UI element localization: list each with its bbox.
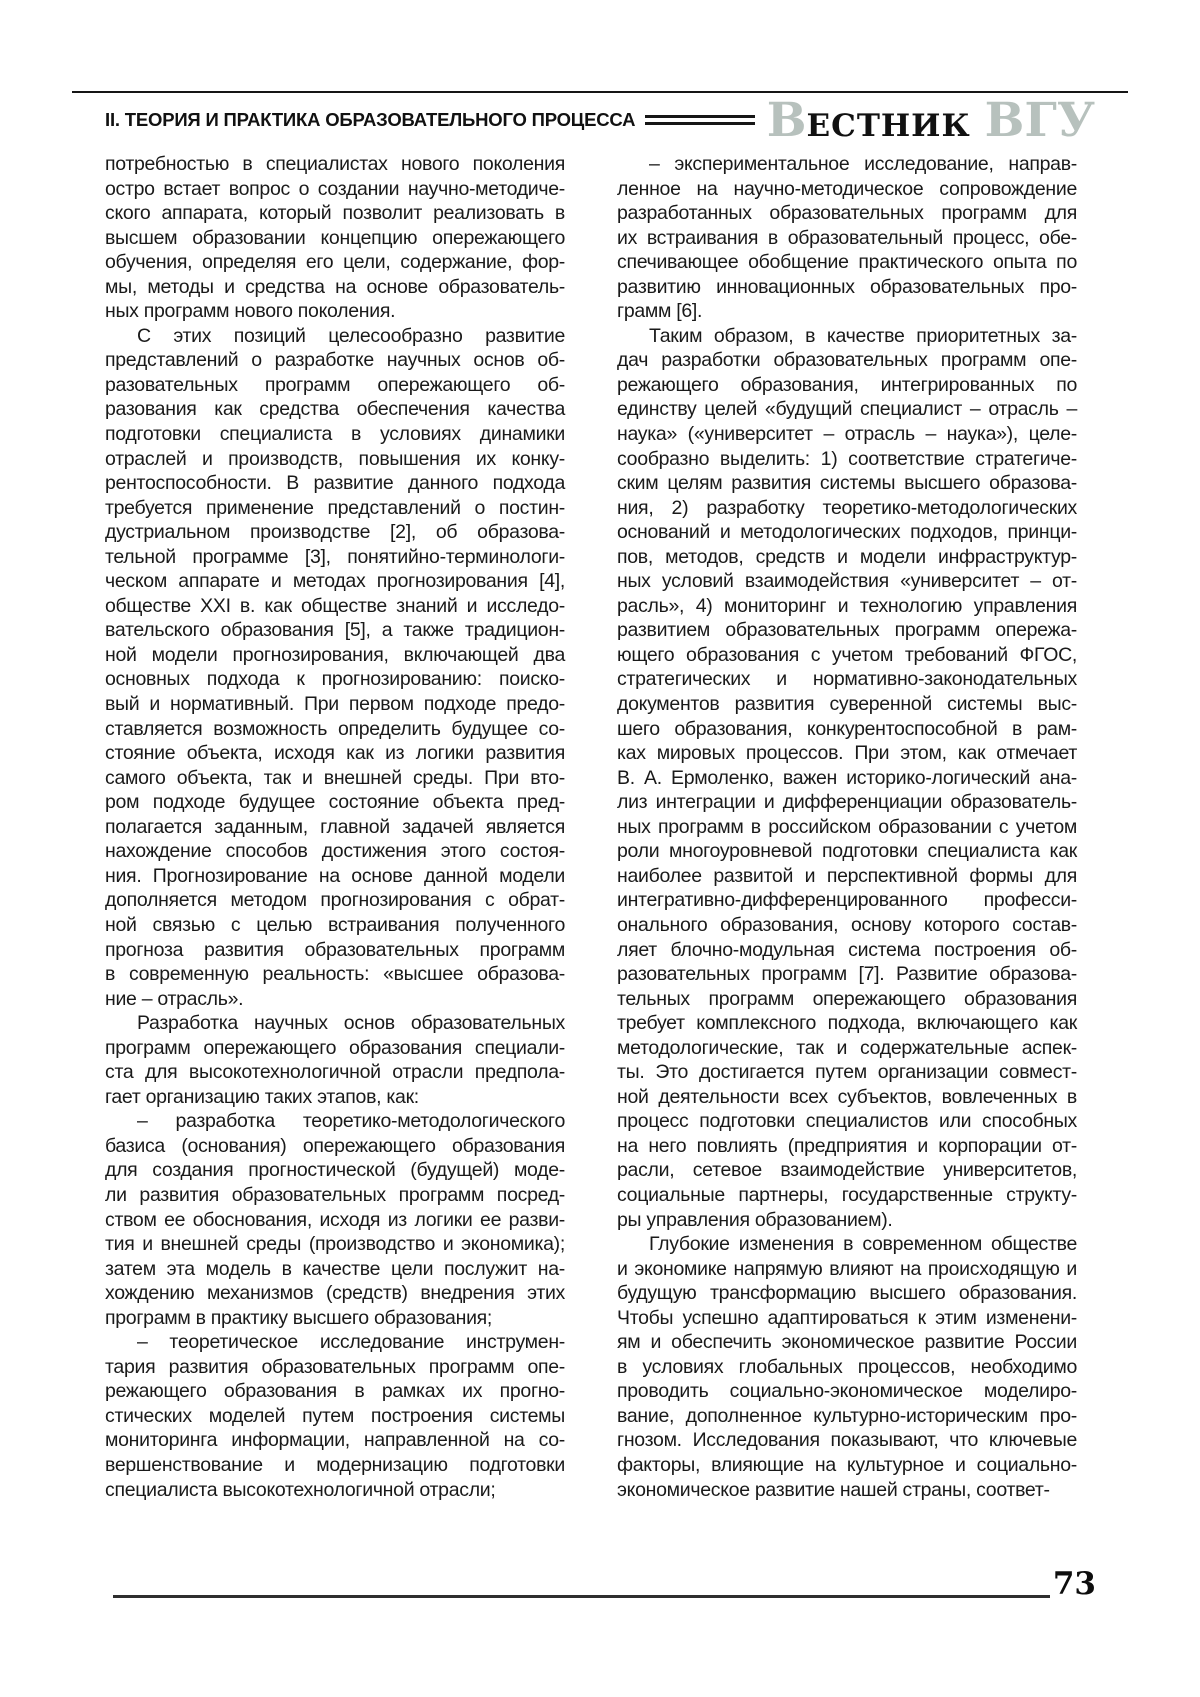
text-line: тельной программе [3], понятийно-терминологи- [105, 545, 565, 568]
text-line: ной деятельности всех субъектов, вовлеченных в [617, 1085, 1077, 1108]
text-line: тельных программ опережающего образования [617, 987, 1077, 1010]
text-line: режающего образования в рамках их прогно- [105, 1380, 565, 1403]
text-line: ты. Это достигается путем организации совмест- [617, 1061, 1077, 1084]
text-line: обществе XXI в. как обществе знаний и исследо- [105, 594, 565, 617]
text-column-left [105, 152, 565, 1502]
text-line: ных условий взаимодействия «университет – от- [617, 570, 1077, 593]
text-line: роли многоуровневой подготовки специалиста как [617, 840, 1077, 863]
text-line: В. А. Ермоленко, важен историко-логический ана- [617, 766, 1077, 789]
text-line: ние – отрасль». [105, 987, 244, 1010]
text-line: в современную реальность: «высшее образова- [105, 963, 565, 986]
text-line: хождению механизмов (средств) внедрения этих [105, 1282, 565, 1305]
footer-rule [113, 1595, 1050, 1598]
text-line: ского аппарата, который позволит реализовать в [105, 202, 565, 225]
text-line: и экономике напрямую влияют на происходящую и [617, 1257, 1077, 1280]
text-line: факторы, влияющие на культурное и социально- [617, 1453, 1077, 1476]
text-line: ния, 2) разработку теоретико-методологических [617, 496, 1077, 519]
text-line: развитием образовательных программ опережа- [617, 619, 1077, 642]
paragraph [617, 324, 1077, 1232]
text-line: потребностью в специалистах нового поколения [105, 153, 565, 175]
text-line: программ опережающего образования специали- [105, 1036, 565, 1059]
text-line: мы, методы и средства на основе образователь- [105, 275, 565, 298]
text-line: дустриальном производстве [2], об образова- [105, 521, 565, 544]
text-line: тария развития образовательных программ опе- [105, 1355, 565, 1378]
text-line: отраслей и производств, повышения их конку- [105, 447, 565, 470]
text-line: экономическое развитие нашей страны, соответ- [617, 1478, 1050, 1501]
text-line: разовательных программ [7]. Развитие образова- [617, 963, 1077, 986]
text-line: ставляется возможность определить будущее со- [105, 717, 565, 740]
text-line: документов развития суверенной системы выс- [617, 693, 1077, 716]
text-line: тия и внешней среды (производство и экономика); [105, 1233, 565, 1256]
text-line: ста для высокотехнологичной отрасли предпола- [105, 1061, 565, 1084]
text-line: их встраивания в образовательный процесс, обе- [617, 226, 1077, 249]
text-line: лиз интеграции и дифференциации образователь- [617, 791, 1077, 814]
text-line: вершенствование и модернизацию подготовки [105, 1453, 565, 1476]
text-line: расль», 4) мониторинг и технологию управления [617, 594, 1077, 617]
text-line: гнозом. Исследования показывают, что ключевые [617, 1429, 1077, 1452]
text-line: ных программ в российском образовании с учетом [617, 815, 1077, 838]
text-line: расли, сетевое взаимодействие университетов, [617, 1159, 1077, 1182]
text-line: наиболее развитой и перспективной формы для [617, 864, 1077, 887]
text-line: ной модели прогнозирования, включающей два [105, 643, 565, 666]
text-line: ленное на научно-методическое сопровождение [617, 177, 1077, 200]
text-line: основных подхода к прогнозированию: поиско- [105, 668, 565, 691]
text-line: грамм [6]. [617, 300, 703, 323]
text-line: разработанных образовательных программ для [617, 202, 1077, 225]
text-line: проводить социально-экономическое моделиро- [617, 1380, 1077, 1403]
text-line: методологические, так и содержательные аспек- [617, 1036, 1077, 1059]
page-number: 73 [1052, 1566, 1096, 1602]
text-line: ляет блочно-модульная система построения об- [617, 938, 1077, 961]
text-line: наука» («университет – отрасль – наука»), целе- [617, 423, 1077, 446]
text-line: Глубокие изменения в современном обществе [649, 1233, 1077, 1256]
text-column-right [617, 152, 1077, 1502]
text-line: программ в практику высшего образования; [105, 1306, 493, 1329]
text-line: на него повлиять (предприятия и корпорации от- [617, 1134, 1077, 1157]
text-line: Чтобы успешно адаптироваться к этим изменени- [617, 1306, 1077, 1329]
text-line: ных программ нового поколения. [105, 300, 396, 323]
page-header [105, 94, 1095, 146]
text-line: оснований и методологических подходов, принци- [617, 521, 1077, 544]
text-line: базиса (основания) опережающего образования [105, 1134, 565, 1157]
text-line: Разработка научных основ образовательных [137, 1012, 565, 1035]
paragraph [617, 1232, 1077, 1502]
text-line: прогноза развития образовательных программ [105, 938, 565, 961]
journal-logo-suffix: ВГУ [984, 92, 1095, 148]
paragraph [105, 1011, 565, 1109]
text-line: стратегических и нормативно-законодательных [617, 668, 1077, 691]
text-line: ром подходе будущее состояние объекта пред- [105, 791, 565, 814]
section-title: II. ТЕОРИЯ И ПРАКТИКА ОБРАЗОВАТЕЛЬНОГО ПРОЦЕССА [105, 109, 636, 130]
text-line: вый и нормативный. При первом подходе предо- [105, 693, 565, 716]
text-line: – экспериментальное исследование, направ- [649, 153, 1077, 175]
text-line: – теоретическое исследование инструмен- [137, 1331, 565, 1354]
journal-logo-initial: В [766, 92, 807, 148]
header-double-rule [645, 115, 755, 125]
text-line: полагается заданным, главной задачей является [105, 815, 565, 838]
text-line: разования как средства обеспечения качества [105, 398, 565, 421]
text-line: ством ее обоснования, исходя из логики ее разви- [105, 1208, 565, 1231]
text-line: ной связью с целью встраивания полученного [105, 913, 565, 936]
text-line: стических моделей путем построения системы [105, 1404, 565, 1427]
text-line: рентоспособности. В развитие данного подхода [105, 472, 565, 495]
text-line: пов, методов, средств и модели инфраструктур- [617, 545, 1077, 568]
text-line: развитию инновационных образовательных про- [617, 275, 1077, 298]
text-line: мониторинга информации, направленной на со- [105, 1429, 565, 1452]
text-line: требует комплексного подхода, включающего как [617, 1012, 1077, 1035]
text-line: С этих позиций целесообразно развитие [137, 324, 565, 347]
text-line: единству целей «будущий специалист – отрасль – [617, 398, 1077, 421]
text-line: процесс подготовки специалистов или способных [617, 1110, 1077, 1133]
text-line: затем эта модель в качестве цели послужит на- [105, 1257, 565, 1280]
journal-logo [766, 92, 1095, 148]
text-line: дач разработки образовательных программ опе- [617, 349, 1077, 372]
text-line: будущую трансформацию высшего образования. [617, 1282, 1077, 1305]
text-line: ющего образования с учетом требований ФГОС, [617, 643, 1077, 666]
text-line: остро встает вопрос о создании научно-методиче- [105, 177, 565, 200]
text-line: высшем образовании концепцию опережающего [105, 226, 565, 249]
text-line: вательского образования [5], а также традицион- [105, 619, 565, 642]
paragraph [617, 152, 1077, 324]
text-line: разовательных программ опережающего об- [105, 373, 565, 396]
text-line: ям и обеспечить экономическое развитие России [617, 1331, 1077, 1354]
text-line: ским целям развития системы высшего образова- [617, 472, 1077, 495]
text-line: ческом аппарате и методах прогнозирования [4], [105, 570, 565, 593]
text-line: интегративно-дифференцированного професси- [617, 889, 1077, 912]
text-line: требуется применение представлений о постин- [105, 496, 565, 519]
text-line: подготовки специалиста в условиях динамики [105, 423, 565, 446]
paragraph [105, 1109, 565, 1330]
text-line: режающего образования, интегрированных по [617, 373, 1077, 396]
text-line: Таким образом, в качестве приоритетных за- [649, 324, 1077, 347]
text-line: социальные партнеры, государственные структу- [617, 1183, 1077, 1206]
text-line: спечивающее обобщение практического опыта по [617, 251, 1077, 274]
text-line: в условиях глобальных процессов, необходимо [617, 1355, 1077, 1378]
top-rule [72, 91, 1128, 93]
text-line: – разработка теоретико-методологического [137, 1110, 565, 1133]
text-line: обучения, определяя его цели, содержание, фор- [105, 251, 565, 274]
text-line: ках мировых процессов. При этом, как отмечает [617, 742, 1077, 765]
paragraph [105, 324, 565, 1011]
journal-logo-rest: ЕСТНИК [806, 107, 971, 144]
text-line: стояние объекта, исходя как из логики развития [105, 742, 565, 765]
text-line: нахождение способов достижения этого состоя- [105, 840, 565, 863]
text-line: ли развития образовательных программ посред- [105, 1183, 565, 1206]
text-line: ры управления образованием). [617, 1208, 893, 1231]
text-line: гает организацию таких этапов, как: [105, 1085, 419, 1108]
text-line: онального образования, основу которого состав- [617, 913, 1077, 936]
text-line: сообразно выделить: 1) соответствие стратегиче- [617, 447, 1077, 470]
paragraph [105, 1330, 565, 1502]
text-line: для создания прогностической (будущей) моде- [105, 1159, 565, 1182]
paragraph [105, 152, 565, 324]
text-line: представлений о разработке научных основ об- [105, 349, 565, 372]
text-line: самого объекта, так и внешней среды. При вто- [105, 766, 565, 789]
text-line: дополняется методом прогнозирования с обрат- [105, 889, 565, 912]
text-line: шего образования, конкурентоспособной в рам- [617, 717, 1077, 740]
text-line: вание, дополненное культурно-историческим про- [617, 1404, 1077, 1427]
text-line: специалиста высокотехнологичной отрасли; [105, 1478, 496, 1501]
text-line: ния. Прогнозирование на основе данной модели [105, 864, 565, 887]
